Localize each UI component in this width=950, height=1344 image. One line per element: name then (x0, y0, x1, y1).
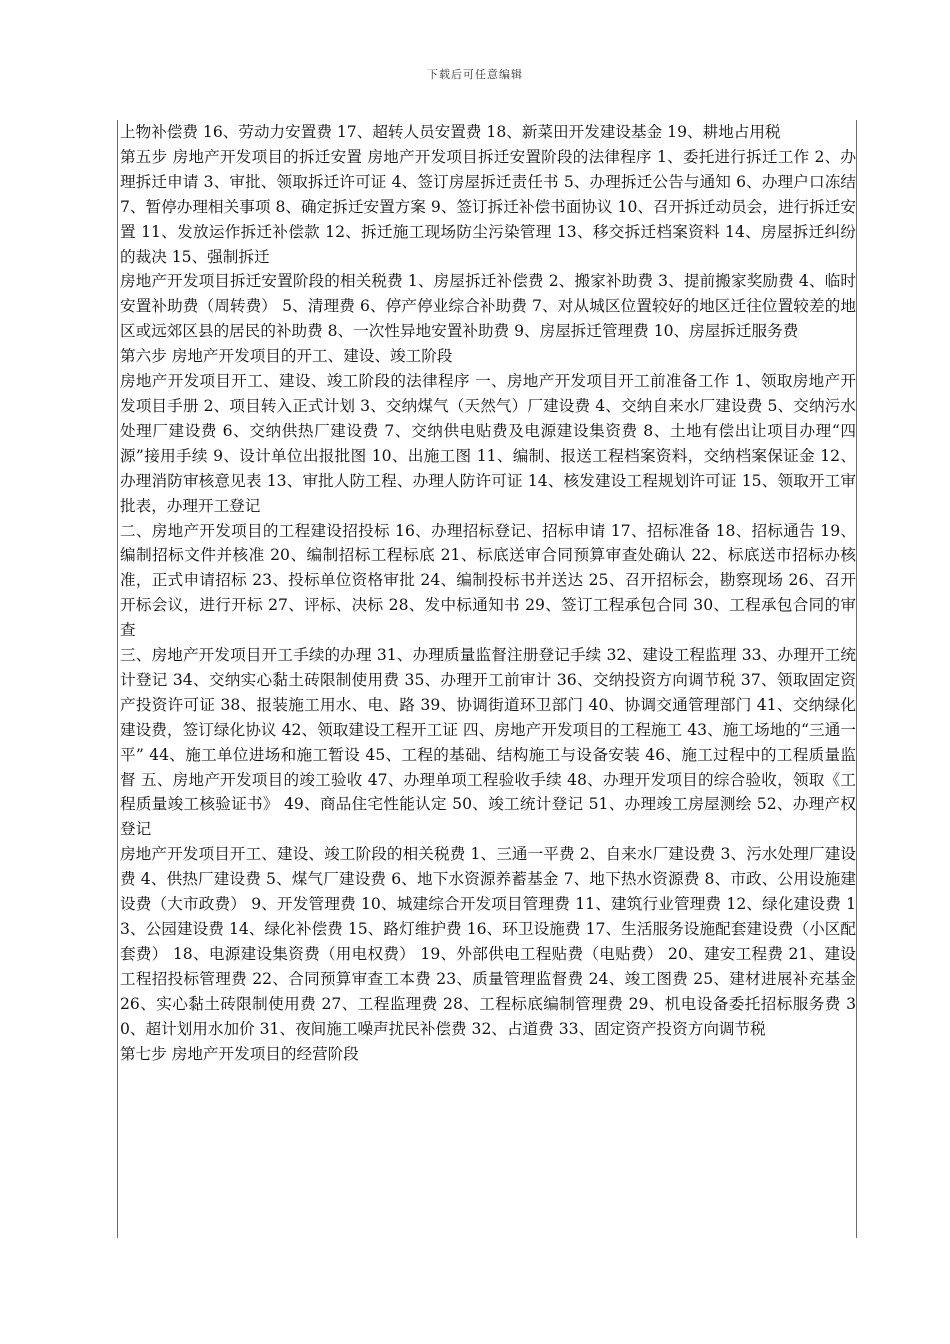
paragraph-step6-preparation: 房地产开发项目开工、建设、竣工阶段的法律程序 一、房地产开发项目开工前准备工作 1、领取房地产开发项目手册 2、项目转入正式计划 3、交纳煤气（天然气）厂建设费 4、交纳自来水厂建设费 5、交纳污水处理厂建设费 6、交纳供热厂建设费 7、交纳供电贴费及电源建设集资费 8、土地有偿出让项目办理“四源”接用手续 9、设计单位出报批图 10、出施工图 11、编制、报送工程档案资料，交纳档案保证金 12、办理消防审核意见表 13、审批人防工程、办理人防许可证 14、核发建设工程规划许可证 15、领取开工审批表，办理开工登记 (120, 372, 856, 515)
paragraph-step6-procedures: 三、房地产开发项目开工手续的办理 31、办理质量监督注册登记手续 32、建设工程监理 33、办理开工统计登记 34、交纳实心黏土砖限制使用费 35、办理开工前审计 36、交纳投资方向调节税 37、领取固定资产投资许可证 38、报装施工用水、电、路 39、协调街道环卫部门 40、协调交通管理部门 41、交纳绿化建设费，签订绿化协议 42、领取建设工程开工证 四、房地产开发项目的工程施工 43、施工场地的“三通一平” 44、施工单位进场和施工暂设 45、工程的基础、结构施工与设备安装 46、施工过程中的工程质量监督 五、房地产开发项目的竣工验收 47、办理单项工程验收手续 48、办理开发项目的综合验收，领取《工程质量竣工核验证书》 49、商品住宅性能认定 50、竣工统计登记 51、办理竣工房屋测绘 52、办理产权登记 (120, 646, 856, 839)
heading-step7: 第七步 房地产开发项目的经营阶段 (120, 1044, 359, 1063)
paragraph-compensation-tail: 上物补偿费 16、劳动力安置费 17、超转人员安置费 18、新菜田开发建设基金 19、耕地占用税 (120, 123, 781, 141)
paragraph-step5-legal-procedure: 第五步 房地产开发项目的拆迁安置 房地产开发项目拆迁安置阶段的法律程序 1、委托进行拆迁工作 2、办理拆迁申请 3、审批、领取拆迁许可证 4、签订房屋拆迁责任书 5、办理拆迁公告与通知 6、办理户口冻结 7、暂停办理相关事项 8、确定拆迁安置方案 9、签订拆迁补偿书面协议 10、召开拆迁动员会，进行拆迁安置 11、发放运作拆迁补偿款 12、拆迁施工现场防尘污染管理 13、移交拆迁档案资料 14、房屋拆迁纠纷的裁决 15、强制拆迁 (120, 147, 856, 266)
paragraph-step6-bidding: 二、房地产开发项目的工程建设招投标 16、办理招标登记、招标申请 17、招标准备 18、招标通告 19、编制招标文件并核准 20、编制招标工程标底 21、标底送审合同预算审查处确认 22、标底送市招标办核准，正式申请招标 23、投标单位资格审批 24、编制投标书并送达 25、召开招标会，勘察现场 26、召开开标会议，进行开标 27、评标、决标 28、发中标通知书 29、签订工程承包合同 30、工程承包合同的审查 (120, 521, 856, 640)
page-header: 下载后可任意编辑 (427, 68, 523, 81)
paragraph-step5-fees: 房地产开发项目拆迁安置阶段的相关税费 1、房屋拆迁补偿费 2、搬家补助费 3、提前搬家奖励费 4、临时安置补助费（周转费） 5、清理费 6、停产停业综合补助费 7、对从城区位置较好的地区迁往位置较差的地区或远郊区县的居民的补助费 8、一次性异地安置补助费 9、房屋拆迁管理费 10、房屋拆迁服务费 (120, 272, 856, 341)
heading-step6: 第六步 房地产开发项目的开工、建设、竣工阶段 (120, 347, 453, 366)
document-body (117, 120, 857, 1238)
paragraph-step6-fees: 房地产开发项目开工、建设、竣工阶段的相关税费 1、三通一平费 2、自来水厂建设费 3、污水处理厂建设费 4、供热厂建设费 5、煤气厂建设费 6、地下水资源养蓄基金 7、地下热水资源费 8、市政、公用设施建设费（大市政费） 9、开发管理费 10、城建综合开发项目管理费 11、建筑行业管理费 12、绿化建设费 13、公园建设费 14、绿化补偿费 15、路灯维护费 16、环卫设施费 17、生活服务设施配套建设费（小区配套费） 18、电源建设集资费（用电权费） 19、外部供电工程贴费（电贴费） 20、建安工程费 21、建设工程招投标管理费 22、合同预算审查工本费 23、质量管理监督费 24、竣工图费 25、建材进展补充基金 26、实心黏土砖限制使用费 27、工程监理费 28、工程标底编制管理费 29、机电设备委托招标服务费 30、超计划用水加价 31、夜间施工噪声扰民补偿费 32、占道费 33、固定资产投资方向调节税 (120, 845, 856, 1038)
